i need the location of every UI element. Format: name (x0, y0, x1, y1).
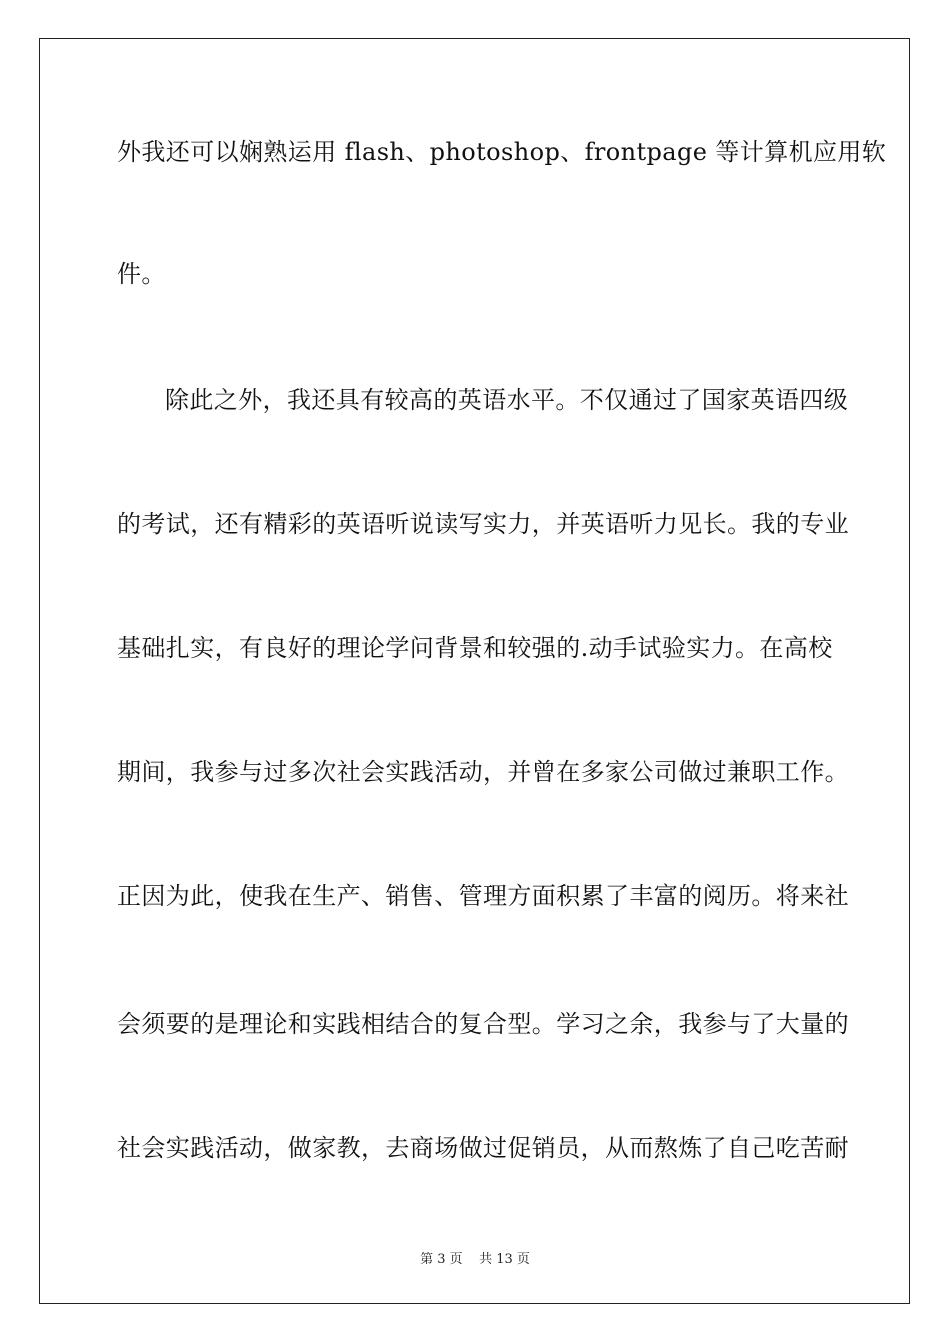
page-number-footer: 第 3 页 共 13 页 (420, 1252, 530, 1267)
body-text-line: 社会实践活动，做家教，去商场做过促销员，从而熬炼了自己吃苦耐 (117, 1134, 849, 1162)
body-text-line: 会须要的是理论和实践相结合的复合型。学习之余，我参与了大量的 (117, 1010, 849, 1038)
body-text-line: 期间，我参与过多次社会实践活动，并曾在多家公司做过兼职工作。 (117, 758, 849, 786)
body-text-line: 正因为此，使我在生产、销售、管理方面积累了丰富的阅历。将来社 (117, 882, 849, 910)
body-text-line: 的考试，还有精彩的英语听说读写实力，并英语听力见长。我的专业 (117, 510, 849, 538)
body-text-line: 外我还可以娴熟运用 flash、photoshop、frontpage 等计算机应用软 (117, 138, 887, 166)
body-text-line: 件。 (117, 260, 166, 288)
body-text-line: 基础扎实，有良好的理论学问背景和较强的.动手试验实力。在高校 (117, 634, 833, 662)
page-border (39, 38, 910, 1304)
body-text-line: 除此之外，我还具有较高的英语水平。不仅通过了国家英语四级 (165, 386, 849, 414)
